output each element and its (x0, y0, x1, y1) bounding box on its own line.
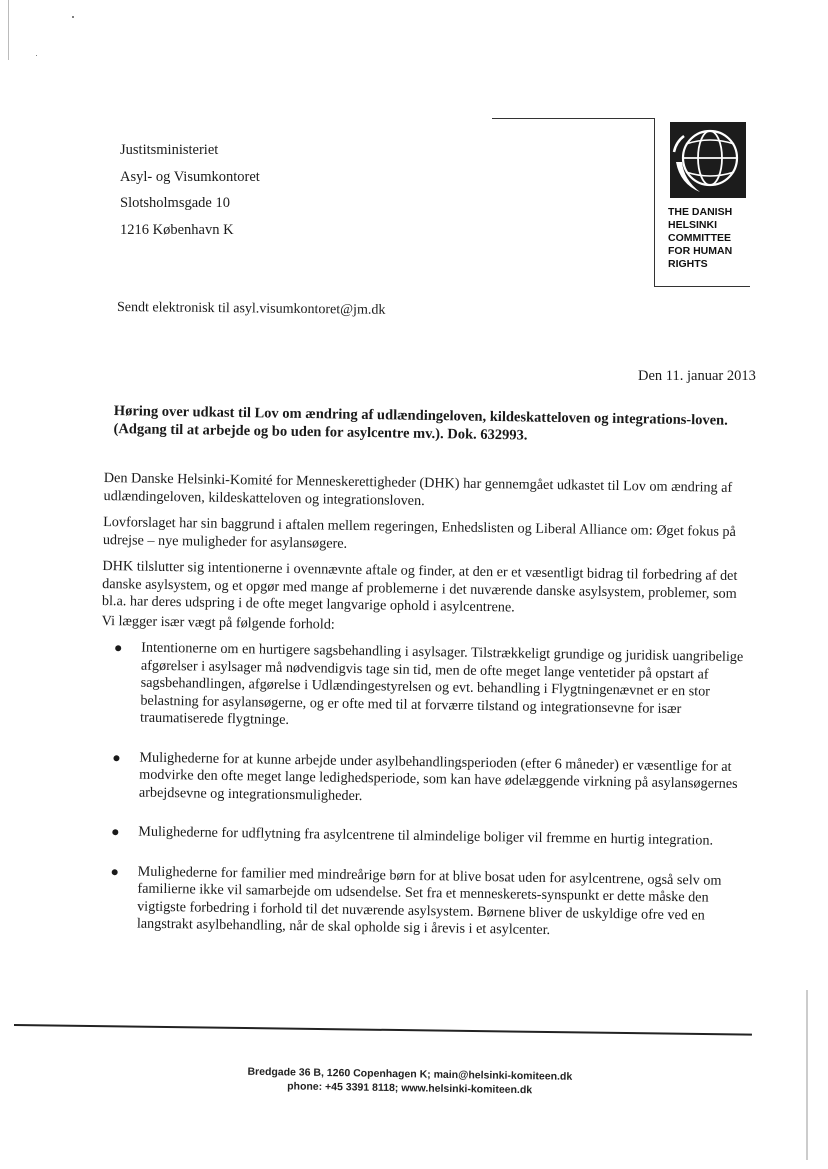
scan-edge-left (8, 0, 9, 60)
body-paragraph: Den Danske Helsinki-Komité for Menneskerettigheder (DHK) har gennemgået udkastet til Lov om ændring af udlændingeloven, kildeskatteloven og integrationsloven. (103, 470, 733, 509)
recipient-line: Justitsministeriet (120, 142, 219, 158)
recipient-line: 1216 København K (120, 221, 234, 238)
letterhead-footer (200, 1064, 620, 1099)
helsinki-globe-logo-icon (670, 122, 746, 198)
list-item (100, 639, 751, 737)
logo-text-line: THE DANISH (668, 206, 733, 218)
scan-speck (36, 55, 37, 56)
list-item-text: Intentionerne om en hurtigere sagsbehandling i asylsager. Tilstrækkeligt grundige og juridisk uangribelige afgørelser i asylsager må nødvendigvis tage sin tid, men de ofte meget lange ventetider på opstart af sagsbehandlingen, afgørelse i Udlændingestyrelsen og evt. behandling i Flygtningenævnet er en stor belastning for asylansøgerne, og er ofte med til at forværre tilstand og integrationsevne for især traumatiserede flygtninge. (139, 639, 744, 728)
logo-text-line: COMMITTEE (668, 232, 731, 244)
footer-contact-line: phone: +45 3391 8118; www.helsinki-komiteen.dk (287, 1080, 533, 1097)
sent-electronically-line: Sendt elektronisk til asyl.visumkontoret@jm.dk (116, 300, 386, 318)
logo-text-line: FOR HUMAN (668, 245, 733, 257)
recipient-line: Slotsholmsgade 10 (120, 195, 230, 211)
list-item (97, 862, 748, 942)
bullet-icon (112, 869, 118, 875)
logo-text-line: RIGHTS (668, 258, 708, 270)
list-item (99, 748, 750, 811)
body-paragraph: DHK tilslutter sig intentionerne i ovennævnte aftale og finder, at den er et væsentligt bidrag til forbedring af det danske asylsystem, og et opgør med mange af problemerne i det nuværende danske asylsystem, problemer, som bl.a. har deres udspring i de ofte meget langvarige ophold i asylcentrene. (101, 557, 738, 616)
logo-frame-line (492, 118, 654, 119)
letter-subject: Høring over udkast til Lov om ændring af udlændingeloven, kildeskatteloven og integrations-loven. (Adgang til at arbejde og bo uden for asylcentre mv.). Dok. 632993. (113, 402, 728, 444)
letter-body (96, 470, 754, 965)
letter-date: Den 11. januar 2013 (638, 368, 756, 384)
bullet-icon (113, 755, 119, 761)
footer-divider (14, 1024, 752, 1035)
scan-speck (72, 16, 74, 18)
bullet-icon (112, 829, 118, 835)
list-item-text: Mulighederne for udflytning fra asylcentrene til almindelige boliger vil fremme en hurtig integration. (138, 823, 714, 849)
priority-list (97, 639, 752, 943)
scan-edge-right (806, 990, 808, 1160)
body-paragraph: Lovforslaget har sin baggrund i aftalen mellem regeringen, Enhedslisten og Liberal Alliance om: Øget fokus på udrejse – nye muligheder for asylansøgere. (102, 513, 736, 552)
bullet-icon (115, 645, 121, 651)
list-item (98, 823, 748, 851)
list-item-text: Mulighederne for at kunne arbejde under asylbehandlingsperioden (efter 6 måneder) er væsentlige for at modvirke den ofte meget lange ledighedsperiode, som kan have ødelæggende virkning på asylansøgernes arbejdsevne og integrationsmuligheder. (138, 749, 738, 804)
list-item-text: Mulighederne for familier med mindreårige børn for at blive bosat uden for asylcentrene, også selv om familierne ikke vil samarbejde om udsendelse. Set fra et menneskerets-synspunkt er dette måske den vigtigste forbedring i forhold til det nuværende asylsystem. Børnene bliver de uskyldige ofre ved en langstrakt asylbehandling, når de skal opholde sig i årevis i et asylcenter. (136, 863, 722, 939)
logo-text-line: HELSINKI (668, 219, 718, 231)
recipient-line: Asyl- og Visumkontoret (120, 168, 260, 185)
logo-wordmark (668, 206, 732, 271)
recipient-address (120, 137, 260, 243)
logo-frame-line (654, 118, 655, 286)
footer-address-line: Bredgade 36 B, 1260 Copenhagen K; main@helsinki-komiteen.dk (247, 1065, 573, 1083)
logo-frame-line (654, 286, 750, 287)
body-paragraph: Vi lægger især vægt på følgende forhold: (101, 612, 335, 633)
